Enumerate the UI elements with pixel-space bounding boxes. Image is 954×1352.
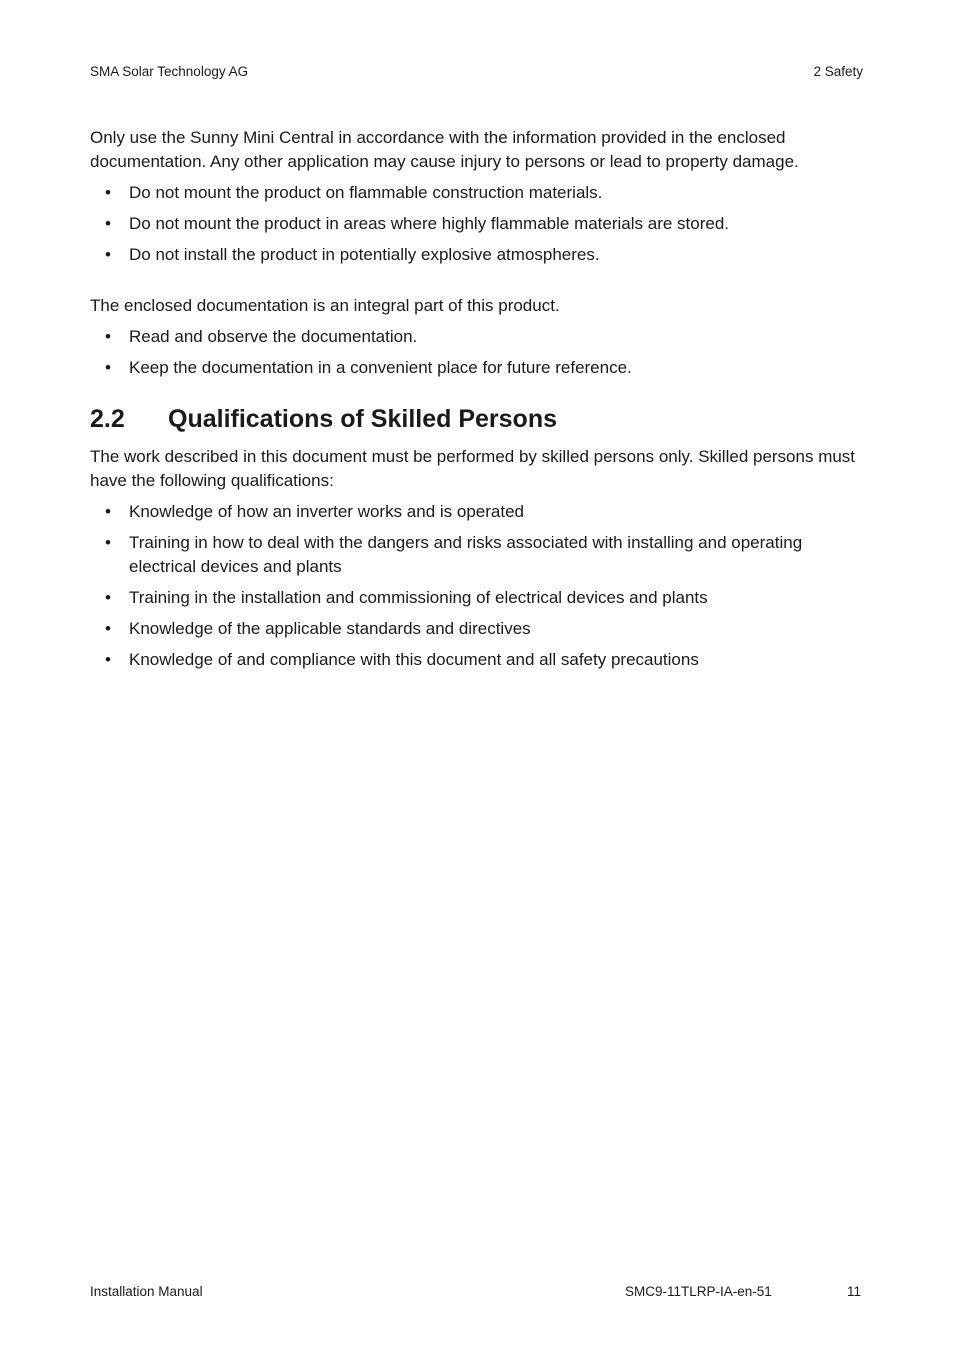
list-item: • Keep the documentation in a convenient place for future reference. xyxy=(90,356,865,380)
section-number: 2.2 xyxy=(90,405,125,433)
list-item: • Knowledge of the applicable standards and directives xyxy=(90,617,865,641)
documentation-paragraph: The enclosed documentation is an integral part of this product. xyxy=(90,296,560,315)
intended-use-list xyxy=(90,181,865,267)
list-item: • Training in the installation and commissioning of electrical devices and plants xyxy=(90,586,865,610)
list-item: • Knowledge of how an inverter works and is operated xyxy=(90,500,865,524)
list-item: • Knowledge of and compliance with this document and all safety precautions xyxy=(90,648,865,672)
qualifications-block xyxy=(90,445,865,672)
footer-doc-code: SMC9-11TLRP-IA-en-51 xyxy=(625,1284,772,1299)
qualifications-list xyxy=(90,500,865,672)
list-item: • Training in how to deal with the dangers and risks associated with installing and operating electrical devices and plants xyxy=(90,531,865,579)
list-item: • Read and observe the documentation. xyxy=(90,325,865,349)
footer-manual: Installation Manual xyxy=(90,1284,203,1299)
page-content xyxy=(90,126,865,672)
footer-page-number: 11 xyxy=(846,1284,861,1299)
intended-use-block xyxy=(90,126,865,267)
documentation-block xyxy=(90,294,865,380)
header-chapter: 2 Safety xyxy=(813,64,863,79)
page-header xyxy=(90,62,863,82)
intended-use-paragraph: Only use the Sunny Mini Central in accordance with the information provided in the enclosed documentation. Any other application may cause injury to persons or lead to property damage. xyxy=(90,128,799,171)
list-item: • Do not mount the product in areas where highly flammable materials are stored. xyxy=(90,212,865,236)
section-title: Qualifications of Skilled Persons xyxy=(168,405,557,433)
documentation-list xyxy=(90,325,865,380)
list-item: • Do not install the product in potentially explosive atmospheres. xyxy=(90,243,865,267)
list-item: • Do not mount the product on flammable construction materials. xyxy=(90,181,865,205)
qualifications-paragraph: The work described in this document must be performed by skilled persons only. Skilled persons must have the following qualifications: xyxy=(90,447,856,490)
page-footer xyxy=(90,1282,863,1302)
section-heading xyxy=(90,403,865,435)
header-company: SMA Solar Technology AG xyxy=(90,64,249,79)
